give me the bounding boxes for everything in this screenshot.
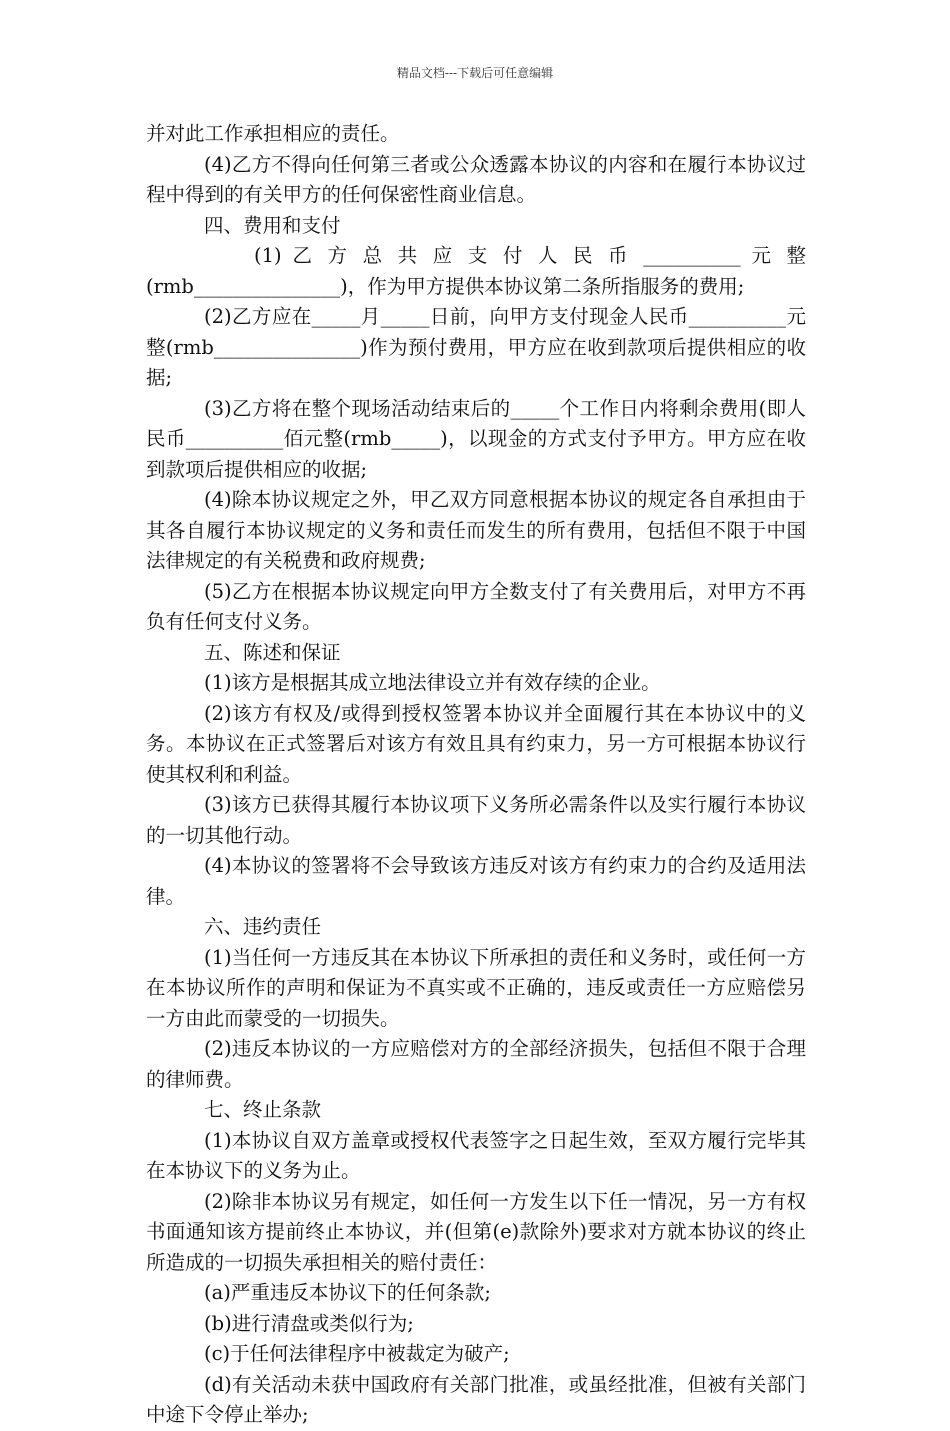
paragraph: (4)除本协议规定之外，甲乙双方同意根据本协议的规定各自承担由于其各自履行本协议规定的义务和责任而发生的所有费用，包括但不限于中国法律规定的有关税费和政府规费; xyxy=(146,488,806,572)
section-heading: 六、违约责任 xyxy=(204,915,322,938)
list-item: (c)于任何法律程序中被裁定为破产; xyxy=(204,1342,510,1365)
paragraph: (3)该方已获得其履行本协议项下义务所必需条件以及实行履行本协议的一切其他行动。 xyxy=(146,793,806,847)
paragraph: (1)本协议自双方盖章或授权代表签字之日起生效，至双方履行完毕其在本协议下的义务为止。 xyxy=(146,1128,806,1182)
list-item: (b)进行清盘或类似行为; xyxy=(204,1311,414,1335)
paragraph: (5)乙方在根据本协议规定向甲方全数支付了有关费用后，对甲方不再负有任何支付义务。 xyxy=(146,579,806,633)
section-heading: 五、陈述和保证 xyxy=(204,640,341,664)
page-header: 精品文档---下载后可任意编辑 xyxy=(396,66,554,80)
paragraph: (1)该方是根据其成立地法律设立并有效存续的企业。 xyxy=(204,671,661,694)
paragraph: (2)违反本协议的一方应赔偿对方的全部经济损失，包括但不限于合理的律师费。 xyxy=(146,1037,806,1091)
paragraph: (4)乙方不得向任何第三者或公众透露本协议的内容和在履行本协议过程中得到的有关甲方的任何保密性商业信息。 xyxy=(146,152,806,206)
paragraph: (2)该方有权及/或得到授权签署本协议并全面履行其在本协议中的义务。本协议在正式签署后对该方有效且具有约束力，另一方可根据本协议行使其权利和利益。 xyxy=(146,701,806,786)
paragraph: (2)除非本协议另有规定，如任何一方发生以下任一情况，另一方有权书面通知该方提前终止本协议，并(但第(e)款除外)要求对方就本协议的终止所造成的一切损失承担相关的赔付责任： xyxy=(146,1189,806,1274)
list-item: (a)严重违反本协议下的任何条款; xyxy=(204,1281,491,1304)
paragraph: (2)乙方应在_____月_____日前，向甲方支付现金人民币__________元整(rmb_______________)作为预付费用，甲方应在收到款项后提供相应的收据; xyxy=(146,305,806,389)
section-heading: 七、终止条款 xyxy=(204,1098,322,1121)
paragraph: (1) 乙 方 总 共 应 支 付 人 民 币 __________ 元 整 xyxy=(254,244,806,267)
paragraph: (4)本协议的签署将不会导致该方违反对该方有约束力的合约及适用法律。 xyxy=(146,854,806,908)
paragraph: (rmb_______________)，作为甲方提供本协议第二条所指服务的费用; xyxy=(146,274,745,298)
paragraph: 并对此工作承担相应的责任。 xyxy=(146,122,400,145)
document-body xyxy=(146,119,806,1431)
section-heading: 四、费用和支付 xyxy=(204,213,341,237)
list-item: (d)有关活动未获中国政府有关部门批准，或虽经批准，但被有关部门中途下令停止举办; xyxy=(146,1372,806,1426)
paragraph: (1)当任何一方违反其在本协议下所承担的责任和义务时，或任何一方在本协议所作的声明和保证为不真实或不正确的，违反或责任一方应赔偿另一方由此而蒙受的一切损失。 xyxy=(146,945,806,1030)
paragraph: (3)乙方将在整个现场活动结束后的_____个工作日内将剩余费用(即人民币__________佰元整(rmb_____)，以现金的方式支付予甲方。甲方应在收到款项后提供相应的收据; xyxy=(146,396,806,481)
